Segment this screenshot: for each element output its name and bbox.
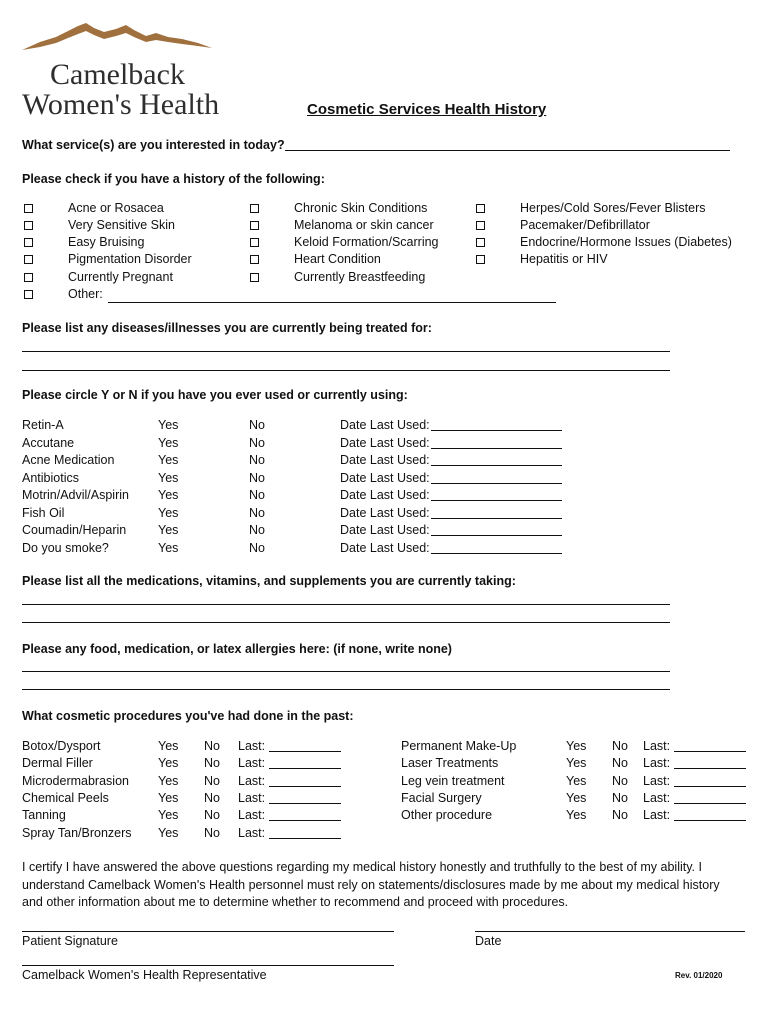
last-label: Last: <box>643 808 671 823</box>
yes-option[interactable]: Yes <box>158 418 179 432</box>
history-checkbox[interactable] <box>476 238 485 247</box>
no-option[interactable]: No <box>612 739 628 753</box>
medications-heading: Please list all the medications, vitamins, and supplements you are currently taking: <box>22 574 516 588</box>
last-label: Last: <box>643 773 671 788</box>
allergies-line-2[interactable] <box>22 689 670 690</box>
last-date-line[interactable] <box>674 768 746 769</box>
yes-option[interactable]: Yes <box>158 808 179 823</box>
date-last-used-line[interactable] <box>431 430 562 431</box>
history-checkbox[interactable] <box>24 290 33 299</box>
date-last-used-line[interactable] <box>431 518 562 519</box>
procedure-label: Permanent Make-Up <box>401 739 517 753</box>
yes-option[interactable]: Yes <box>158 756 179 771</box>
used-item-label: Acne Medication <box>22 453 115 467</box>
last-label: Last: <box>643 756 671 771</box>
date-line[interactable] <box>475 931 745 932</box>
no-option[interactable]: No <box>249 453 265 467</box>
date-last-used-label: Date Last Used: <box>340 488 430 502</box>
procedure-label: Chemical Peels <box>22 790 109 805</box>
yes-option[interactable]: Yes <box>158 453 179 467</box>
history-checkbox[interactable] <box>24 204 33 213</box>
procedure-label: Other procedure <box>401 808 493 823</box>
procedure-label: Spray Tan/Bronzers <box>22 825 132 840</box>
medications-line-1[interactable] <box>22 604 670 605</box>
history-item-label: Chronic Skin Conditions <box>294 201 428 215</box>
history-heading: Please check if you have a history of the following: <box>22 172 325 186</box>
history-checkbox[interactable] <box>476 204 485 213</box>
date-label: Date <box>475 934 502 948</box>
history-checkbox[interactable] <box>24 273 33 282</box>
history-item-label: Very Sensitive Skin <box>68 218 175 232</box>
diseases-line-2[interactable] <box>22 370 670 371</box>
logo-line-1: Camelback <box>50 58 185 91</box>
used-item-label: Retin-A <box>22 418 64 432</box>
last-label: Last: <box>238 825 266 840</box>
mountain-logo-icon <box>22 20 214 60</box>
history-item-label: Pigmentation Disorder <box>68 252 192 266</box>
representative-signature-line[interactable] <box>22 965 394 966</box>
last-date-line[interactable] <box>269 768 341 769</box>
yes-option[interactable]: Yes <box>566 808 587 823</box>
last-label: Last: <box>238 756 266 771</box>
last-date-line[interactable] <box>674 786 746 787</box>
diseases-heading: Please list any diseases/illnesses you are currently being treated for: <box>22 321 432 335</box>
date-last-used-line[interactable] <box>431 448 562 449</box>
procedure-label: Tanning <box>22 808 66 823</box>
revision-label: Rev. 01/2020 <box>675 971 723 980</box>
yes-option[interactable]: Yes <box>158 540 179 555</box>
history-item-label: Acne or Rosacea <box>68 201 164 215</box>
yes-option[interactable]: Yes <box>158 739 179 753</box>
no-option[interactable]: No <box>249 540 265 555</box>
logo-line-2: Women's Health <box>22 88 220 121</box>
no-option[interactable]: No <box>249 505 265 520</box>
no-option[interactable]: No <box>612 756 628 771</box>
last-date-line[interactable] <box>674 803 746 804</box>
last-label: Last: <box>238 808 266 823</box>
yes-option[interactable]: Yes <box>158 488 179 502</box>
no-option[interactable]: No <box>249 418 265 432</box>
history-checkbox[interactable] <box>250 255 259 264</box>
history-item-label: Endocrine/Hormone Issues (Diabetes) <box>520 235 732 249</box>
yes-option[interactable]: Yes <box>158 825 179 840</box>
no-option[interactable]: No <box>204 756 220 771</box>
last-date-line[interactable] <box>674 820 746 821</box>
procedure-label: Microdermabrasion <box>22 773 129 788</box>
history-checkbox[interactable] <box>476 221 485 230</box>
history-item-label: Other: <box>68 287 103 301</box>
used-item-label: Antibiotics <box>22 470 79 485</box>
history-checkbox[interactable] <box>24 238 33 247</box>
no-option[interactable]: No <box>612 773 628 788</box>
no-option[interactable]: No <box>249 523 265 537</box>
certify-line-2: understand Camelback Women's Health personnel must rely on statements/disclosures made by me about my medical history <box>22 878 720 892</box>
history-item-label: Currently Pregnant <box>68 270 173 284</box>
date-last-used-label: Date Last Used: <box>340 418 430 432</box>
no-option[interactable]: No <box>204 790 220 805</box>
history-item-label: Keloid Formation/Scarring <box>294 235 439 249</box>
procedures-heading: What cosmetic procedures you've had done in the past: <box>22 709 354 723</box>
date-last-used-label: Date Last Used: <box>340 505 430 520</box>
certify-line-3: and other information about me to determine whether to recommend and proceed with procedures. <box>22 895 569 909</box>
procedure-label: Dermal Filler <box>22 756 93 771</box>
date-last-used-label: Date Last Used: <box>340 453 430 467</box>
date-last-used-line[interactable] <box>431 535 562 536</box>
history-checkbox[interactable] <box>250 273 259 282</box>
patient-signature-line[interactable] <box>22 931 394 932</box>
used-item-label: Motrin/Advil/Aspirin <box>22 488 129 502</box>
procedure-label: Leg vein treatment <box>401 773 505 788</box>
yes-option[interactable]: Yes <box>158 790 179 805</box>
allergies-heading: Please any food, medication, or latex allergies here: (if none, write none) <box>22 642 452 656</box>
last-date-line[interactable] <box>269 820 341 821</box>
yes-option[interactable]: Yes <box>158 470 179 485</box>
no-option[interactable]: No <box>612 790 628 805</box>
last-date-line[interactable] <box>269 786 341 787</box>
services-answer-line[interactable] <box>285 150 730 151</box>
last-date-line[interactable] <box>674 751 746 752</box>
procedure-label: Laser Treatments <box>401 756 499 771</box>
yes-option[interactable]: Yes <box>566 790 587 805</box>
last-label: Last: <box>643 739 671 753</box>
procedure-label: Facial Surgery <box>401 790 482 805</box>
used-item-label: Coumadin/Heparin <box>22 523 127 537</box>
yes-option[interactable]: Yes <box>158 505 179 520</box>
allergies-line-1[interactable] <box>22 671 670 672</box>
history-item-label: Currently Breastfeeding <box>294 270 426 284</box>
camelback-logo <box>22 20 220 125</box>
history-item-label: Heart Condition <box>294 252 381 266</box>
certify-line-1: I certify I have answered the above questions regarding my medical history honestly and truthfully to the best of my ability. I <box>22 860 702 874</box>
yes-option[interactable]: Yes <box>566 739 587 753</box>
no-option[interactable]: No <box>249 488 265 502</box>
date-last-used-line[interactable] <box>431 465 562 466</box>
no-option[interactable]: No <box>612 808 628 823</box>
patient-signature-label: Patient Signature <box>22 934 118 948</box>
date-last-used-line[interactable] <box>431 553 562 554</box>
yes-option[interactable]: Yes <box>158 435 179 450</box>
last-label: Last: <box>238 790 266 805</box>
medications-line-2[interactable] <box>22 622 670 623</box>
history-item-label: Pacemaker/Defibrillator <box>520 218 650 232</box>
diseases-line-1[interactable] <box>22 351 670 352</box>
used-item-label: Accutane <box>22 435 75 450</box>
history-checkbox[interactable] <box>24 221 33 230</box>
date-last-used-line[interactable] <box>431 483 562 484</box>
circle-heading: Please circle Y or N if you have you ever used or currently using: <box>22 388 408 402</box>
no-option[interactable]: No <box>249 435 265 450</box>
used-item-label: Do you smoke? <box>22 540 109 555</box>
history-item-label: Herpes/Cold Sores/Fever Blisters <box>520 201 706 215</box>
page-title: Cosmetic Services Health History <box>307 101 547 118</box>
yes-option[interactable]: Yes <box>566 756 587 771</box>
procedure-label: Botox/Dysport <box>22 739 101 753</box>
services-question: What service(s) are you interested in today? <box>22 138 285 152</box>
history-checkbox[interactable] <box>476 255 485 264</box>
date-last-used-label: Date Last Used: <box>340 470 430 485</box>
date-last-used-label: Date Last Used: <box>340 523 430 537</box>
last-date-line[interactable] <box>269 838 341 839</box>
last-date-line[interactable] <box>269 751 341 752</box>
no-option[interactable]: No <box>204 825 220 840</box>
last-label: Last: <box>643 790 671 805</box>
yes-option[interactable]: Yes <box>158 773 179 788</box>
date-last-used-line[interactable] <box>431 500 562 501</box>
date-last-used-label: Date Last Used: <box>340 435 430 450</box>
used-item-label: Fish Oil <box>22 505 65 520</box>
history-other-line[interactable] <box>108 302 556 303</box>
last-label: Last: <box>238 739 266 753</box>
representative-label: Camelback Women's Health Representative <box>22 968 267 982</box>
history-checkbox[interactable] <box>250 221 259 230</box>
history-item-label: Melanoma or skin cancer <box>294 218 434 232</box>
history-checkbox[interactable] <box>250 238 259 247</box>
history-checkbox[interactable] <box>250 204 259 213</box>
yes-option[interactable]: Yes <box>158 523 179 537</box>
history-item-label: Easy Bruising <box>68 235 145 249</box>
last-date-line[interactable] <box>269 803 341 804</box>
date-last-used-label: Date Last Used: <box>340 540 430 555</box>
yes-option[interactable]: Yes <box>566 773 587 788</box>
no-option[interactable]: No <box>204 739 220 753</box>
no-option[interactable]: No <box>249 470 265 485</box>
history-checkbox[interactable] <box>24 255 33 264</box>
history-item-label: Hepatitis or HIV <box>520 252 608 266</box>
no-option[interactable]: No <box>204 808 220 823</box>
no-option[interactable]: No <box>204 773 220 788</box>
last-label: Last: <box>238 773 266 788</box>
